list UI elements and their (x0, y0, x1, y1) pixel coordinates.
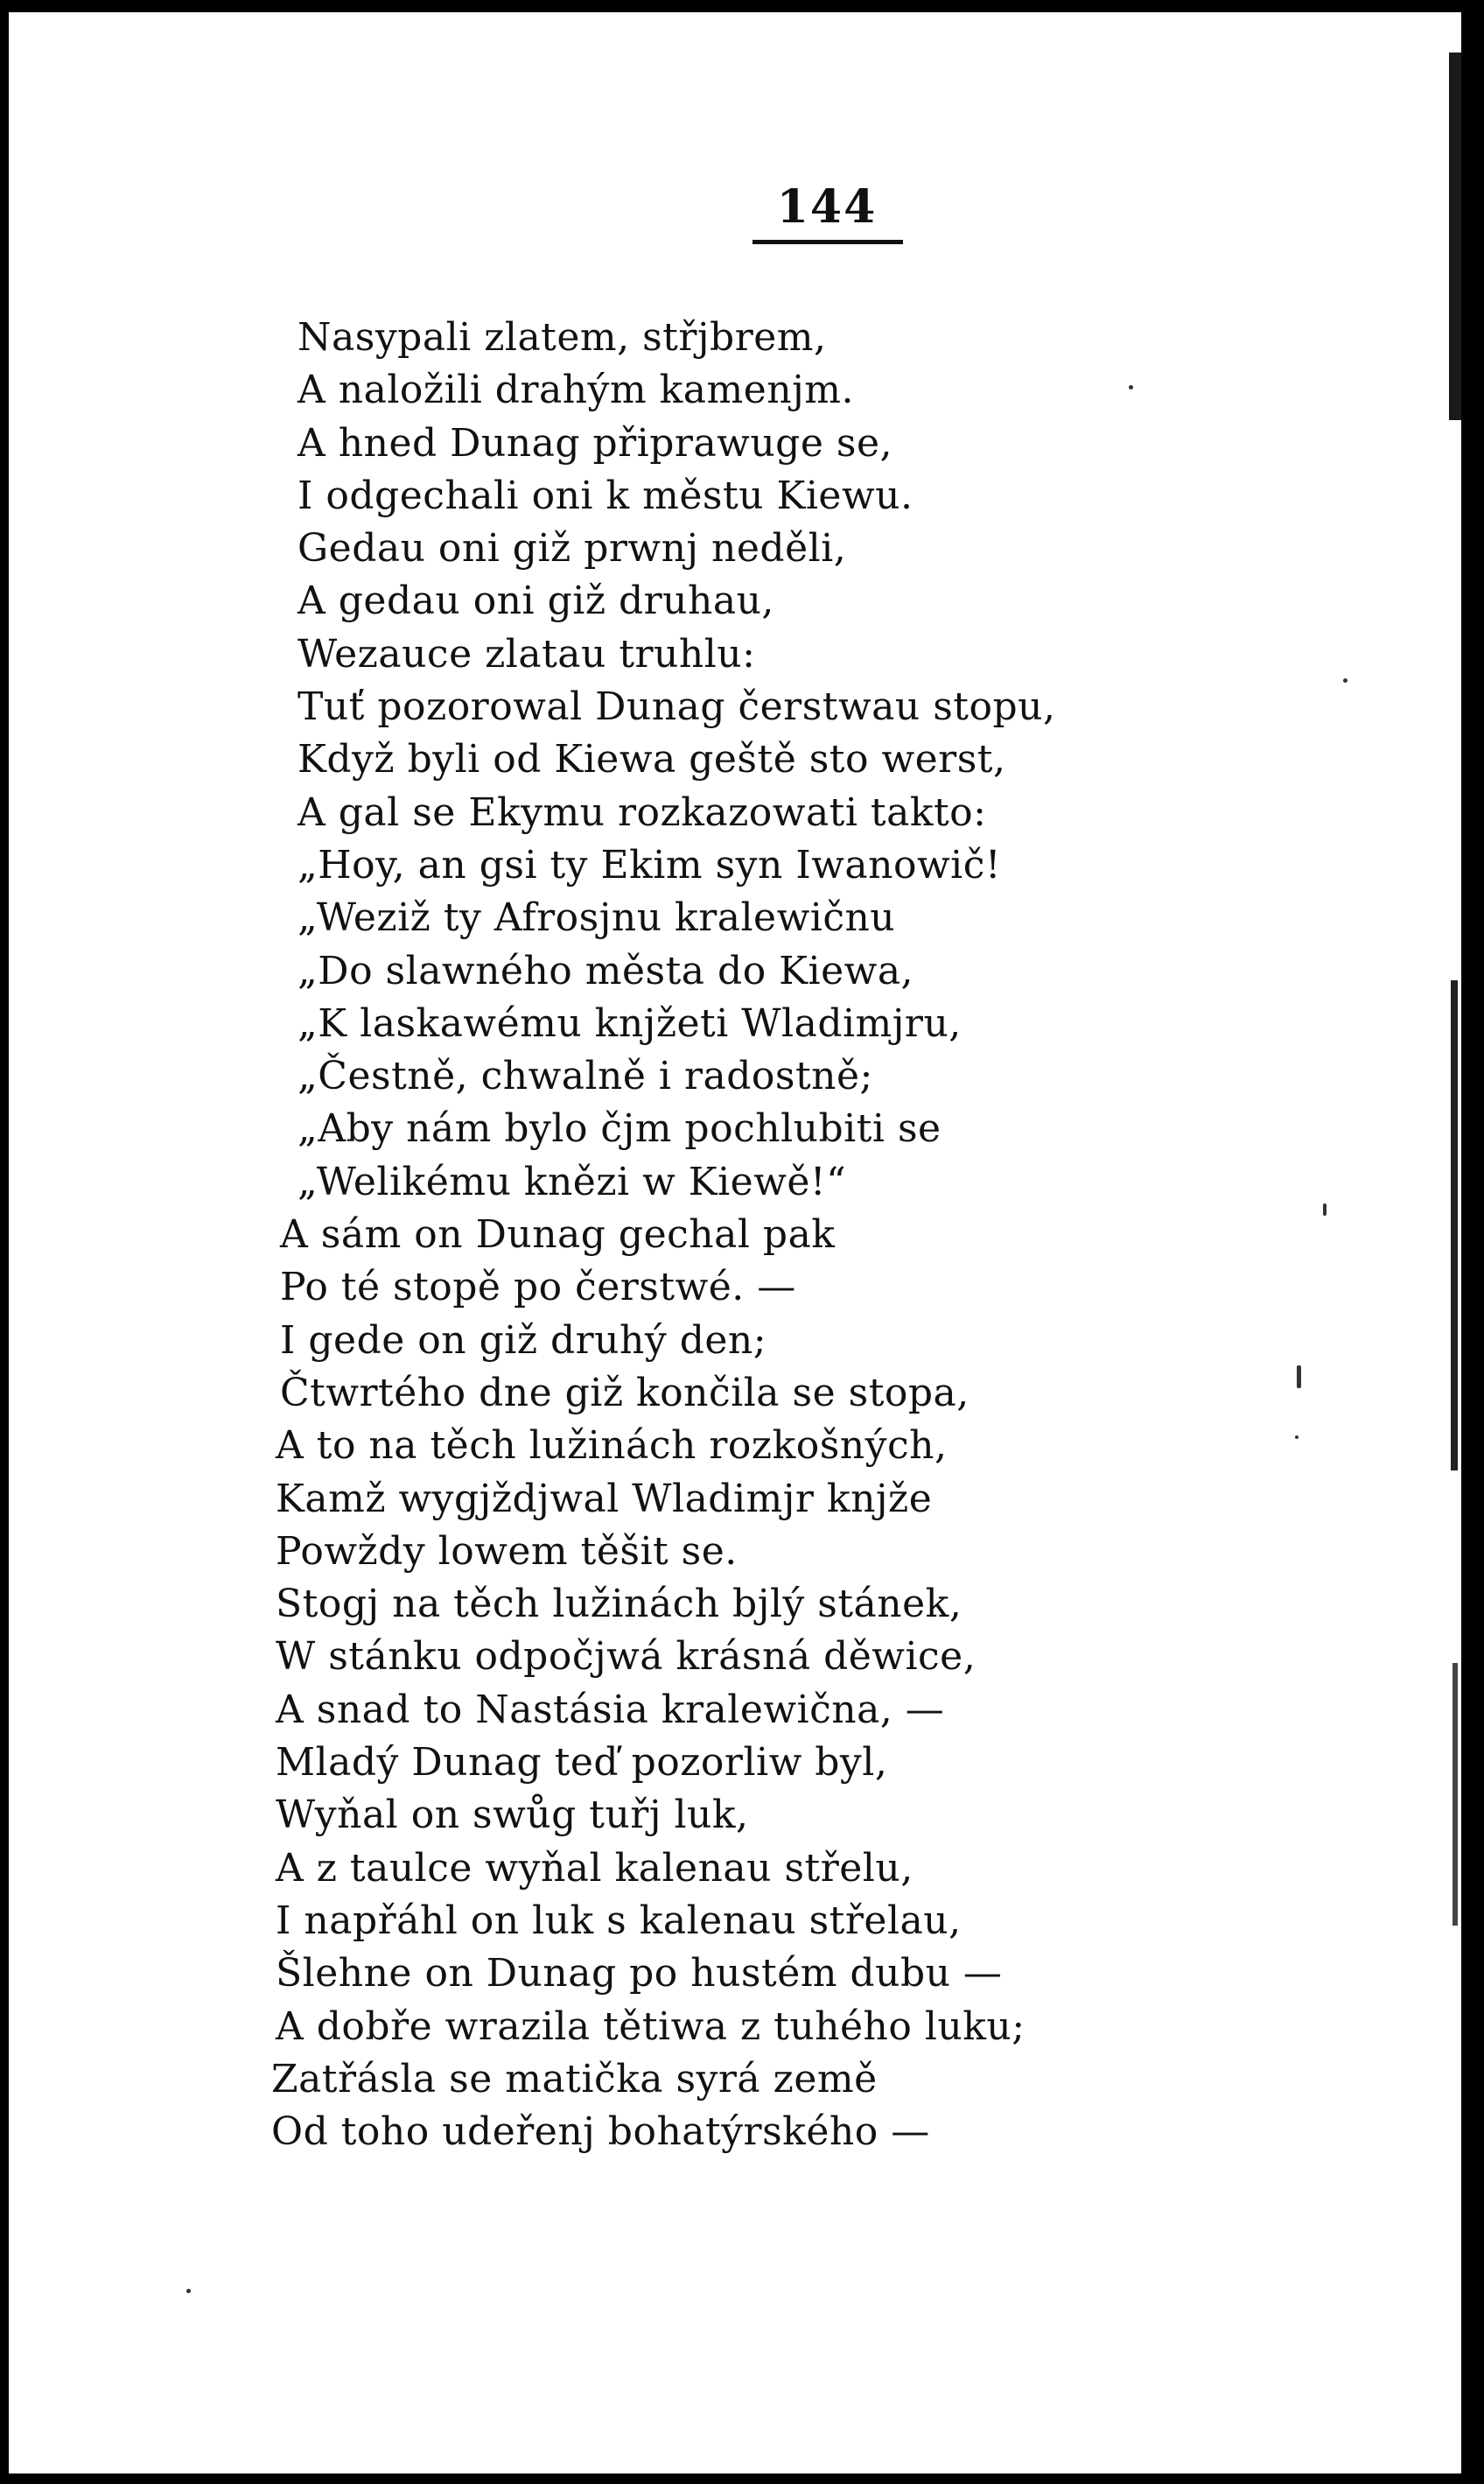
poem-text (262, 312, 1400, 2158)
poem-line: A z taulce wyňal kalenau střelu, (276, 1845, 914, 1891)
poem-line: Kamž wygjždjwal Wladimjr knjže (276, 1476, 933, 1521)
poem-line: A hned Dunag připrawuge se, (298, 420, 892, 466)
poem-line: Zatřásla se matička syrá země (271, 2056, 878, 2102)
adjacent-page-edge (1451, 980, 1458, 1470)
adjacent-page-edge (1452, 1663, 1458, 1926)
poem-line: „Aby nám bylo čjm pochlubiti se (298, 1106, 942, 1152)
poem-line: „K laskawému knjžeti Wladimjru, (298, 1000, 962, 1046)
poem-line: A dobře wrazila tětiwa z tuhého luku; (276, 2003, 1026, 2049)
poem-line: A to na těch lužinách rozkošných, (276, 1423, 948, 1469)
poem-line: „Hoy, an gsi ty Ekim syn Iwanowič! (298, 842, 1002, 888)
scan-border-top (0, 0, 1484, 12)
poem-line: I odgechali oni k městu Kiewu. (298, 473, 914, 518)
scan-border-bottom (0, 2473, 1484, 2484)
page-number: 144 (776, 180, 878, 234)
poem-line: „Do slawného města do Kiewa, (298, 948, 914, 993)
poem-line: Šlehne on Dunag po hustém dubu — (276, 1951, 1003, 1996)
poem-line: A snad to Nastásia kralewična, — (276, 1687, 945, 1732)
poem-line: „Weziž ty Afrosjnu kralewičnu (298, 895, 896, 941)
poem-line: Wezauce zlatau truhlu: (298, 631, 756, 677)
scan-speck (186, 2289, 191, 2293)
poem-line: A gedau oni giž druhau, (298, 579, 774, 624)
poem-line: A naložili drahým kamenjm. (298, 368, 854, 413)
poem-line: Mladý Dunag teď pozorliw byl, (276, 1740, 888, 1786)
poem-line: „Welikému knězi w Kiewě!“ (298, 1159, 847, 1204)
poem-line: Čtwrtého dne giž končila se stopa, (280, 1370, 970, 1415)
page-number-rule (752, 240, 903, 244)
adjacent-page-edge (1449, 53, 1461, 420)
poem-line: Nasypali zlatem, střjbrem, (298, 315, 827, 360)
poem-line: Stogj na těch lužinách bjlý stánek, (276, 1582, 962, 1627)
poem-line: I napřáhl on luk s kalenau střelau, (276, 1898, 962, 1943)
scan-border-right (1461, 0, 1484, 2484)
poem-line: Gedau oni giž prwnj neděli, (298, 526, 847, 572)
poem-line: Wyňal on swůg tuřj luk, (276, 1793, 749, 1838)
poem-line: W stánku odpočjwá krásná děwice, (276, 1634, 976, 1680)
poem-line: „Čestně, chwalně i radostně; (298, 1054, 873, 1099)
scan-border-left (0, 0, 9, 2484)
poem-line: Od toho udeřenj bohatýrského — (271, 2109, 930, 2155)
poem-line: A gal se Ekymu rozkazowati takto: (298, 789, 987, 835)
poem-line: Když byli od Kiewa geště sto werst, (298, 737, 1006, 782)
poem-line: I gede on giž druhý den; (280, 1317, 767, 1363)
poem-line: Tuť pozorowal Dunag čerstwau stopu, (298, 684, 1056, 730)
poem-line: A sám on Dunag gechal pak (280, 1212, 836, 1258)
poem-line: Powždy lowem těšit se. (276, 1528, 738, 1574)
poem-line: Po té stopě po čerstwé. — (280, 1265, 796, 1310)
